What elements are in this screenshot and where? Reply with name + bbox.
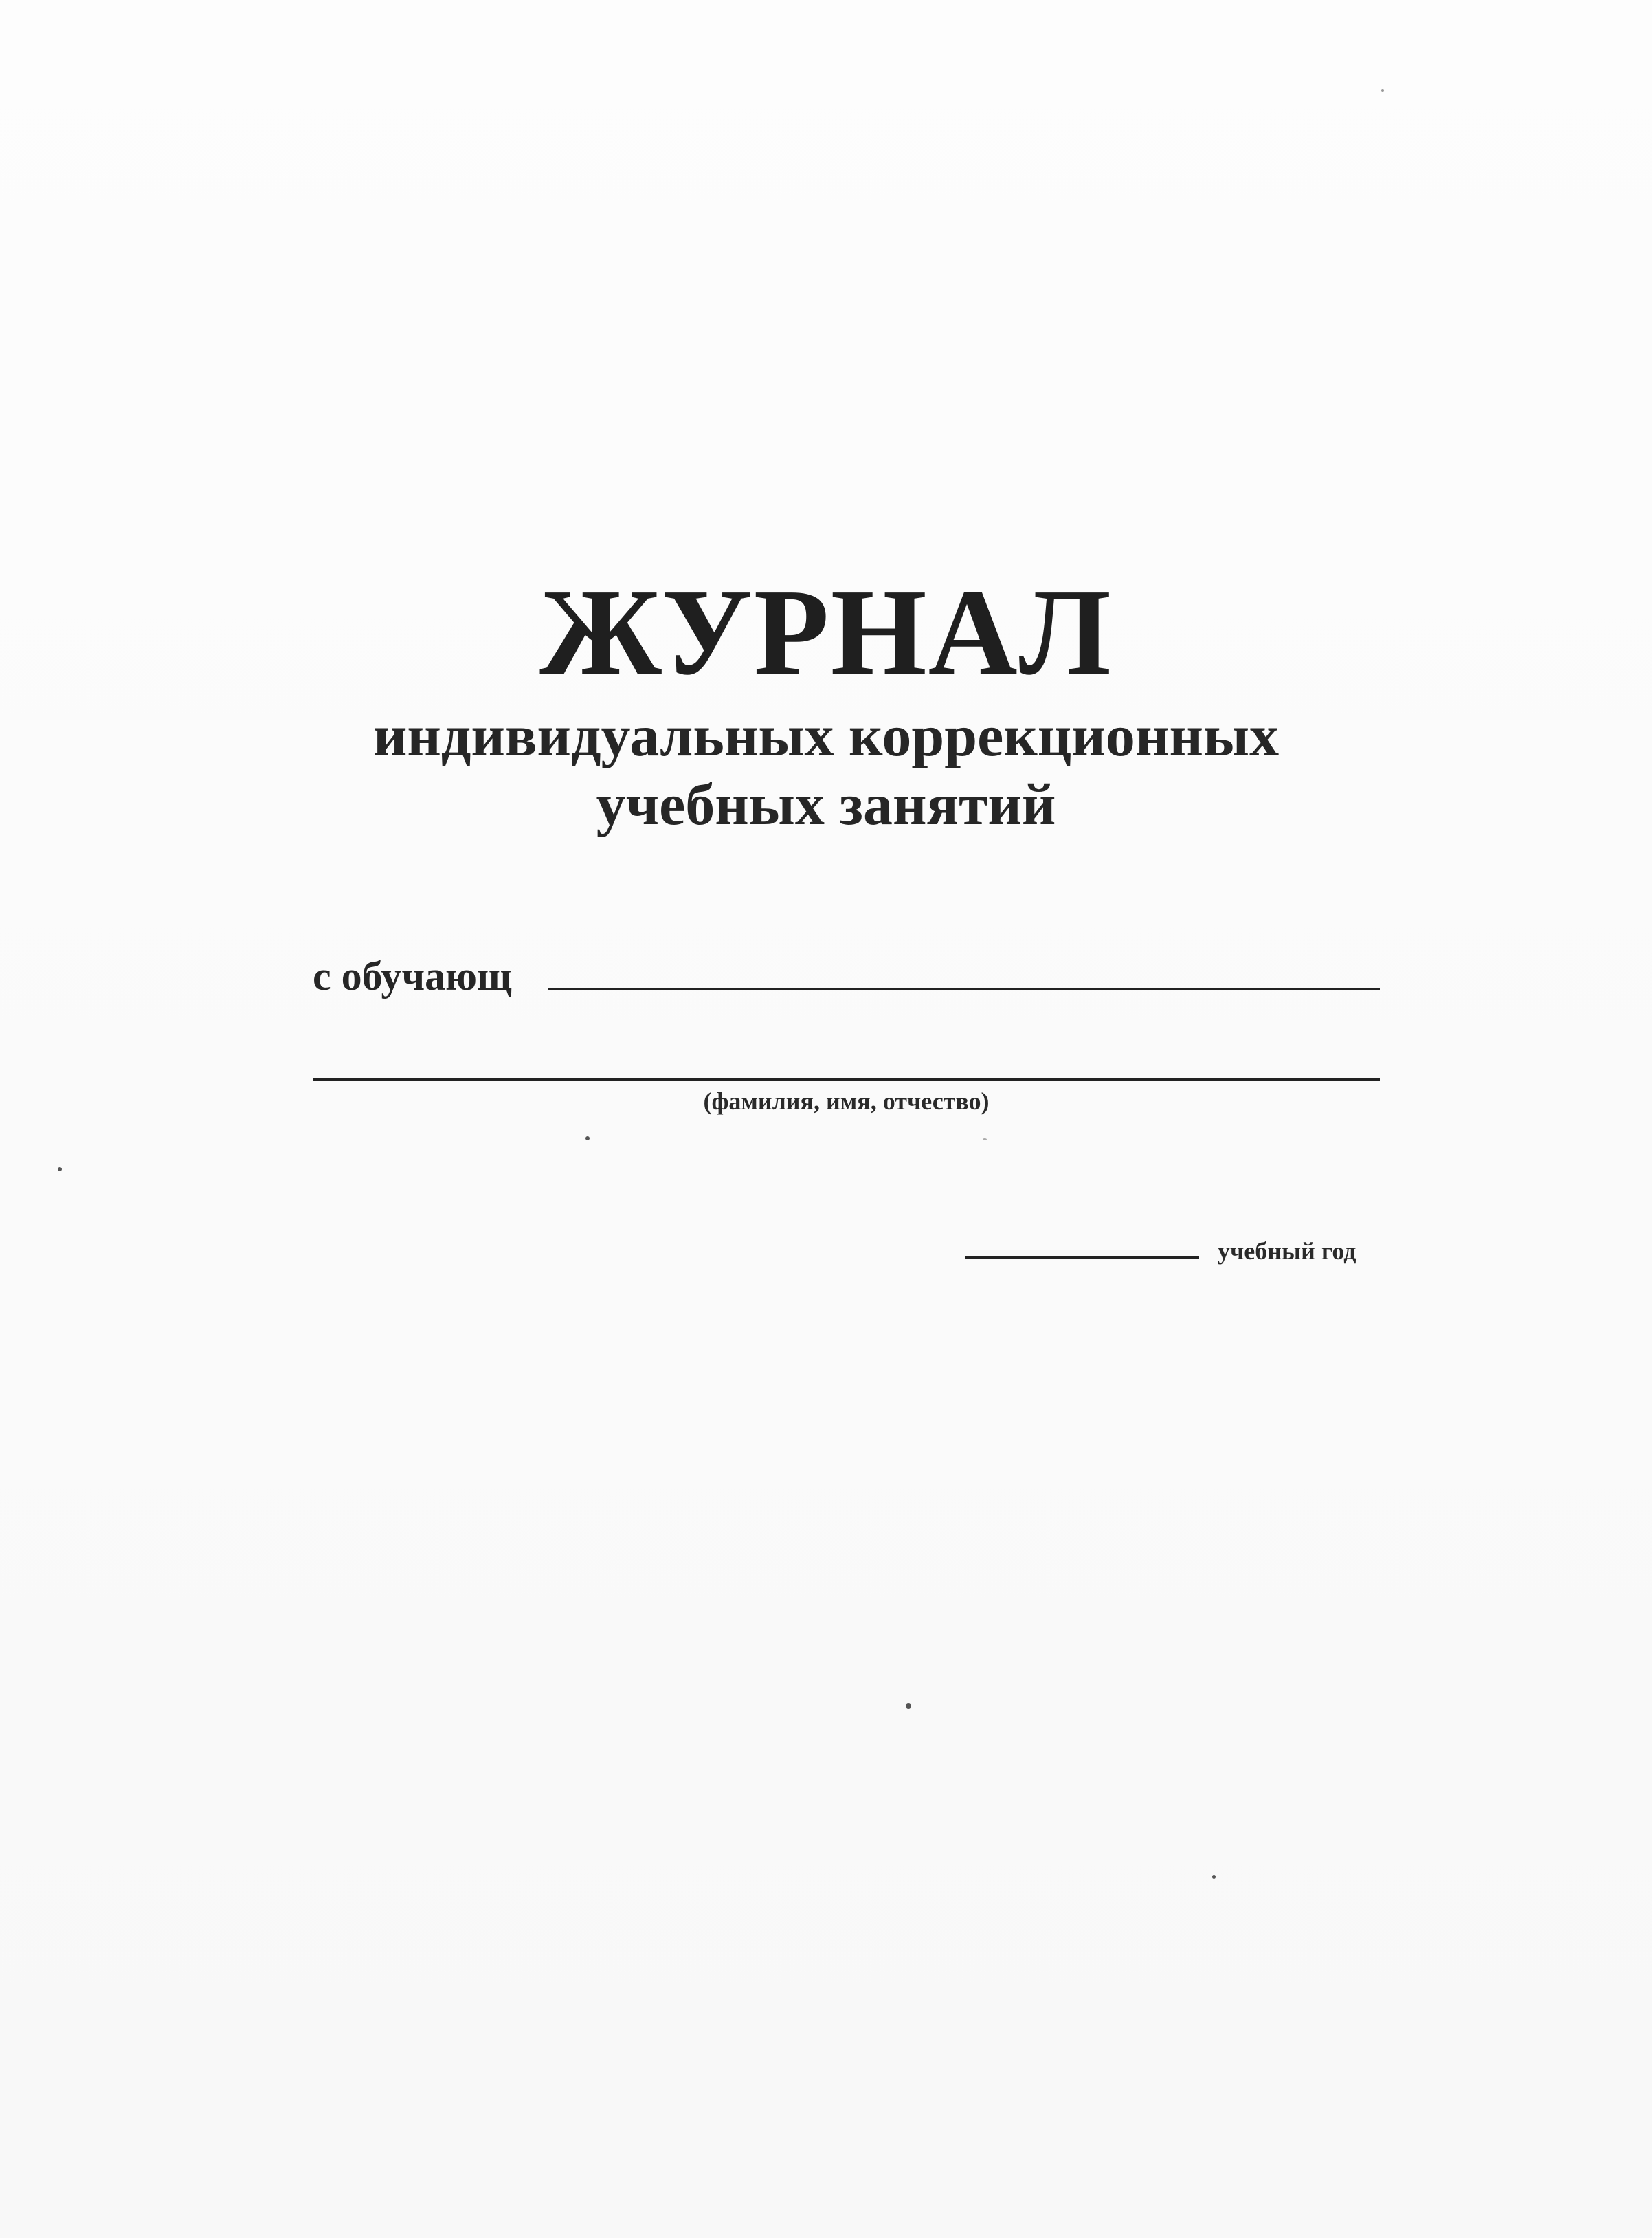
paper-speck bbox=[906, 1703, 911, 1709]
paper-speck bbox=[585, 1136, 590, 1140]
full-name-caption: (фамилия, имя, отчество) bbox=[703, 1087, 990, 1115]
full-name-fill-line bbox=[313, 1078, 1380, 1081]
paper-speck bbox=[1212, 1875, 1216, 1879]
journal-subtitle-line-1: индивидуальных коррекционных bbox=[372, 702, 1280, 768]
academic-year-fill-line bbox=[965, 1256, 1199, 1259]
student-label: с обучающ bbox=[313, 953, 512, 999]
academic-year-label: учебный год bbox=[1218, 1237, 1357, 1265]
paper-speck bbox=[1381, 89, 1384, 92]
paper-speck bbox=[58, 1167, 62, 1171]
student-fill-line bbox=[548, 988, 1380, 990]
journal-subtitle-line-2: учебных занятий bbox=[596, 771, 1056, 837]
journal-title: ЖУРНАЛ bbox=[539, 564, 1113, 700]
paper-speck bbox=[983, 1138, 987, 1140]
